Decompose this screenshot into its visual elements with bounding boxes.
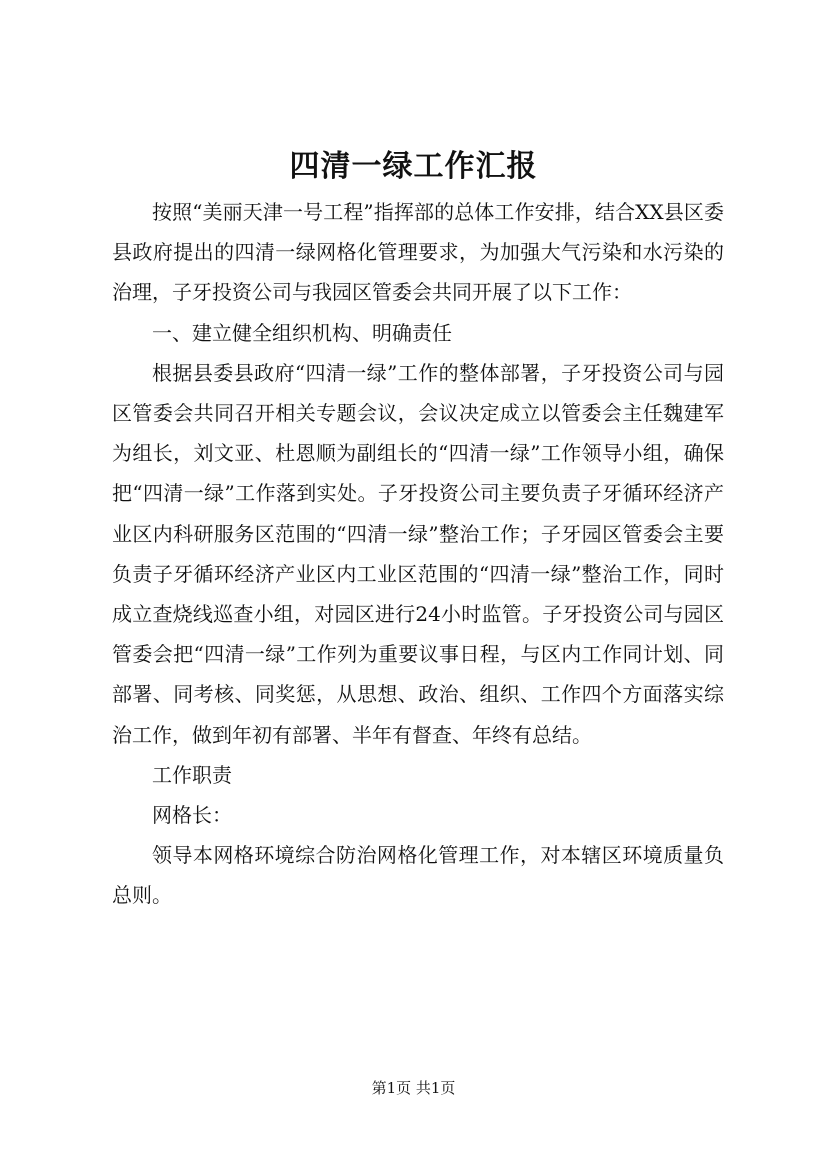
paragraph-organization: 根据县委县政府“四清一绿”工作的整体部署，子牙投资公司与园区管委会共同召开相关专题会议，会议决定成立以管委会主任魏建军为组长，刘文亚、杜恩顺为副组长的“四清一绿”工作领导小组，确保把“四清一绿”工作落到实处。子牙投资公司主要负责子牙循环经济产业区内科研服务区范围的“四清一绿”整治工作；子牙园区管委会主要负责子牙循环经济产业区内工业区范围的“四清一绿”整治工作，同时成立查烧线巡查小组，对园区进行24小时监管。子牙投资公司与园区管委会把“四清一绿”工作列为重要议事日程，与区内工作同计划、同部署、同考核、同奖惩，从思想、政治、组织、工作四个方面落实综治工作，做到年初有部署、半年有督查、年终有总结。 bbox=[112, 360, 724, 747]
subheading-grid-leader: 网格长： bbox=[152, 803, 232, 828]
document-title: 四清一绿工作汇报 bbox=[289, 149, 538, 184]
section-heading: 一、建立健全组织机构、明确责任 bbox=[152, 320, 452, 345]
subheading-duties: 工作职责 bbox=[152, 762, 232, 787]
paragraph-grid-leader-duty: 领导本网格环境综合防治网格化管理工作，对本辖区环境质量负总则。 bbox=[112, 843, 724, 908]
paragraph-intro: 按照“美丽天津一号工程”指挥部的总体工作安排，结合XX县区委县政府提出的四清一绿网格化管理要求，为加强大气污染和水污染的治理，子牙投资公司与我园区管委会共同开展了以下工作： bbox=[112, 200, 724, 305]
page-footer: 第1页 共1页 bbox=[371, 1079, 456, 1097]
document-body bbox=[112, 192, 724, 916]
